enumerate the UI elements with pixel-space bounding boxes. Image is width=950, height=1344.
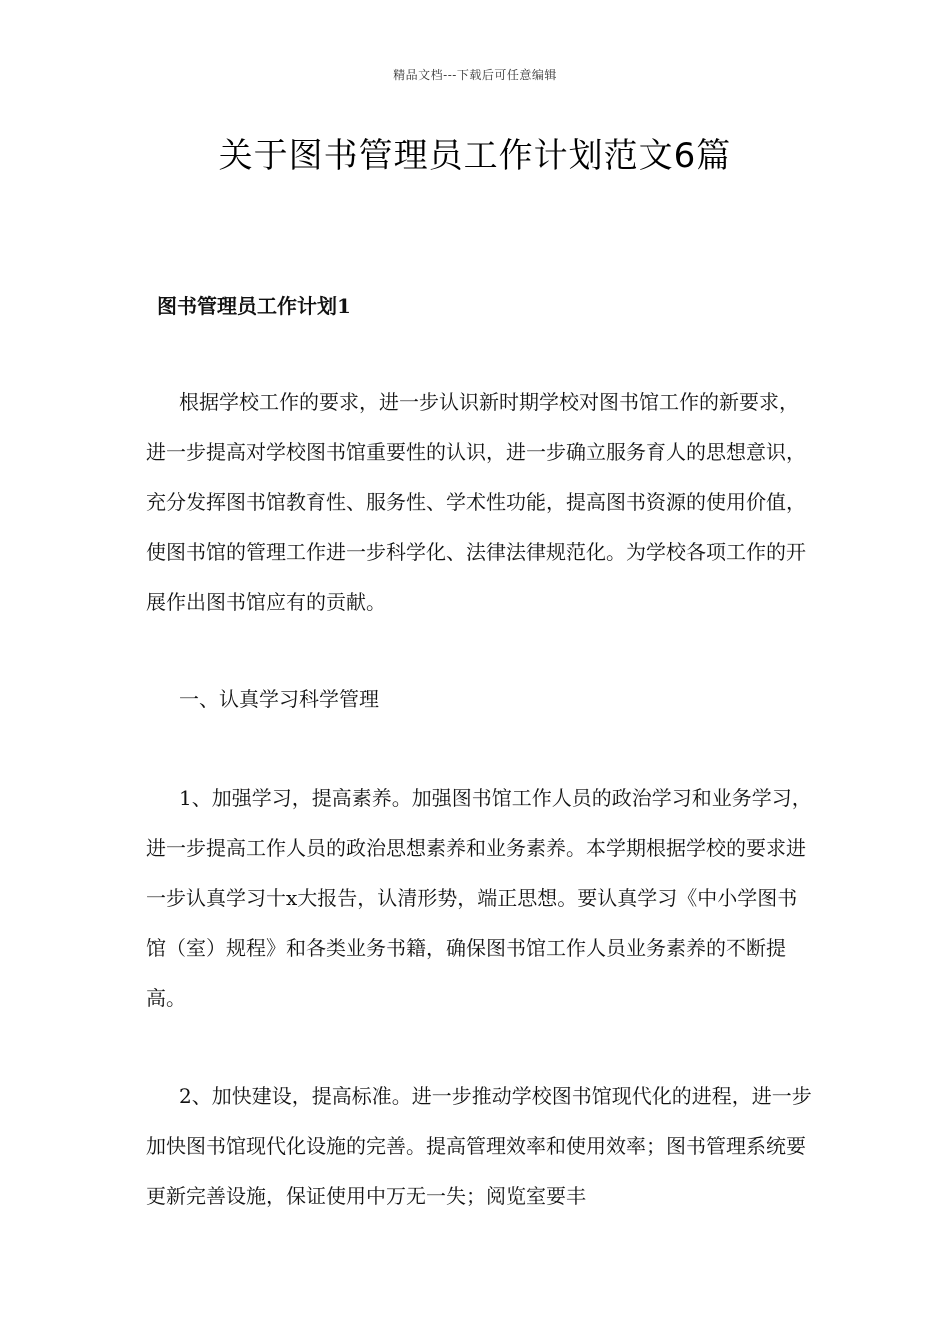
section-heading: 图书管理员工作计划1 (157, 294, 351, 318)
item-2-block (146, 1071, 816, 1221)
intro-paragraph: 根据学校工作的要求，进一步认识新时期学校对图书馆工作的新要求，进一步提高对学校图书馆重要性的认识，进一步确立服务育人的思想意识，充分发挥图书馆教育性、服务性、学术性功能，提高图书资源的使用价值，使图书馆的管理工作进一步科学化、法律法律规范化。为学校各项工作的开展作出图书馆应有的贡献。 (146, 390, 806, 614)
subheading-1: 一、认真学习科学管理 (179, 687, 379, 711)
header-note: 精品文档---下载后可任意编辑 (393, 68, 557, 82)
intro-paragraph-block (146, 377, 816, 627)
item-2-paragraph: 2、加快建设，提高标准。进一步推动学校图书馆现代化的进程，进一步加快图书馆现代化设施的完善。提高管理效率和使用效率；图书管理系统要更新完善设施，保证使用中万无一失；阅览室要丰 (146, 1084, 812, 1208)
item-1-block (146, 773, 816, 1023)
item-1-paragraph: 1、加强学习，提高素养。加强图书馆工作人员的政治学习和业务学习，进一步提高工作人员的政治思想素养和业务素养。本学期根据学校的要求进一步认真学习十x大报告，认清形势，端正思想。要认真学习《中小学图书馆（室）规程》和各类业务书籍，确保图书馆工作人员业务素养的不断提高。 (146, 786, 812, 1010)
subheading-block (146, 674, 816, 724)
document-title: 关于图书管理员工作计划范文6篇 (218, 136, 732, 176)
